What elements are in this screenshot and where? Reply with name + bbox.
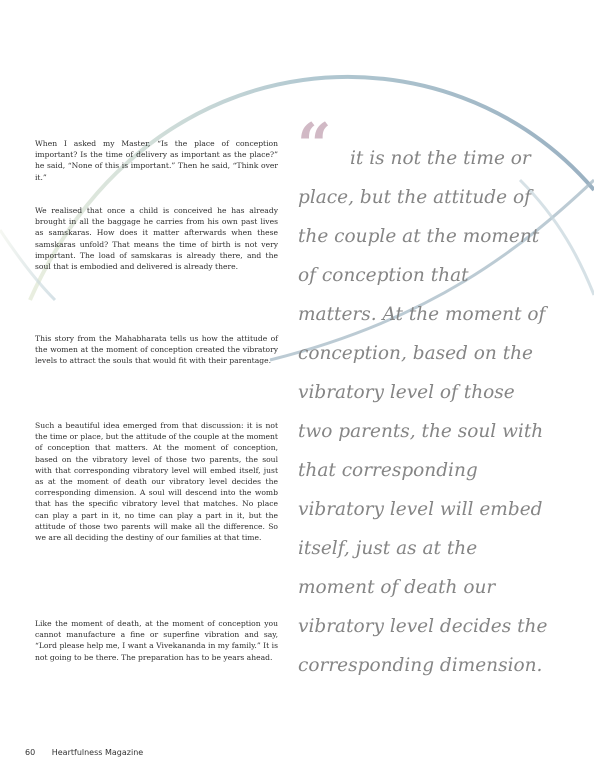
article-paragraph-1: When I asked my Master, “Is the place of conception important? Is the time of delivery as important as the place?” he said, “None of this is important.” Then he said, “Think over it.”	[35, 139, 278, 182]
article-paragraph-2: We realised that once a child is conceived he has already brought in all the baggage he carries from his own past lives as samskaras. How does it matter afterwards when these samskaras unfold? That means the time of birth is not very important. The load of samskaras is already there, and the soul that is embodied and delivered is already there.	[35, 206, 278, 272]
pull-quote-text: it is not the time or place, but the attitude of the couple at the moment of conception that matters. At the moment of conception, based on the vibratory level of those two parents, the soul with that corresponding vibratory level will embed itself, just as at the moment of death our vibratory level decides the corresponding dimension.	[298, 148, 548, 676]
page-footer	[25, 748, 143, 757]
magazine-name: Heartfulness Magazine	[51, 748, 144, 757]
page-number: 60	[25, 748, 36, 757]
quote-mark-icon: “	[297, 111, 332, 181]
article-paragraph-5: Like the moment of death, at the moment of conception you cannot manufacture a fine or superfine vibration and say, “Lord please help me, I want a Vivekananda in my family.” It is not going to be there. The preparation has to be years ahead.	[35, 619, 278, 662]
article-paragraph-4: Such a beautiful idea emerged from that discussion: it is not the time or place, but the attitude of the couple at the moment of conception that matters. At the moment of conception, based on the vibratory level of those two parents, the soul with that corresponding vibratory level will embed itself, just as at the moment of death our vibratory level decides the corresponding dimension. A soul will descend into the womb that has the specific vibratory level that matches. No place can play a part in it, no time can play a part in it, but the attitude of those two parents will make all the difference. So we are all deciding the destiny of our families at that time.	[35, 421, 278, 543]
article-paragraph-3: This story from the Mahabharata tells us how the attitude of the women at the moment of conception created the vibratory levels to attract the souls that would fit with their parentage.	[35, 334, 278, 366]
pull-quote	[298, 139, 553, 685]
